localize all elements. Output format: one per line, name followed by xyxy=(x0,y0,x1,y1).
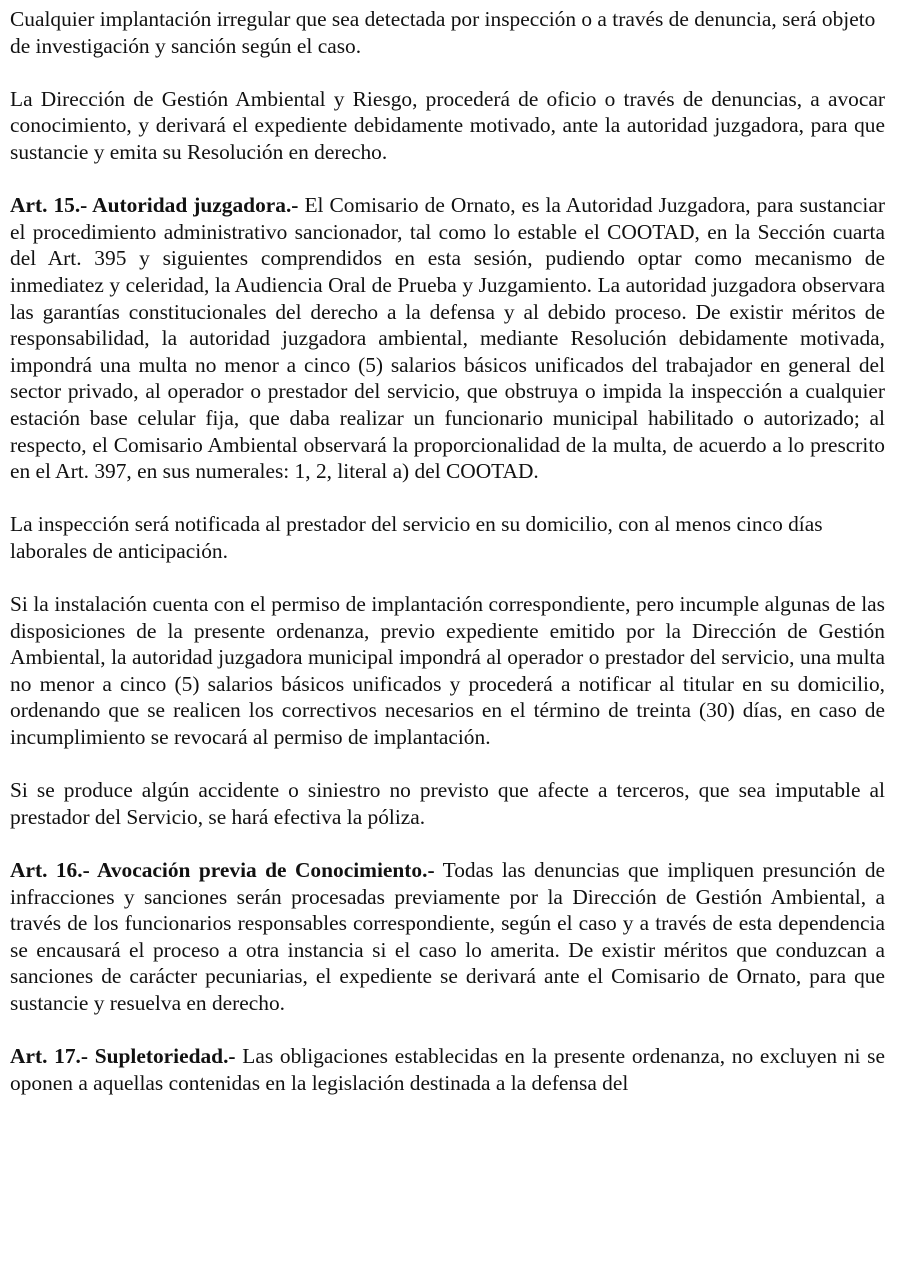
paragraph-environmental-direction xyxy=(10,86,885,166)
article-15 xyxy=(10,192,885,485)
article-text: El Comisario de Ornato, es la Autoridad Juzgadora, para sustanciar el procedimiento administrativo sancionador, tal como lo estable el COOTAD, en la Sección cuarta del Art. 395 y siguientes comprendidos en esta sesión, pudiendo optar como mecanismo de inmediatez y celeridad, la Audiencia Oral de Prueba y Juzgamiento. La autoridad juzgadora observara las garantías constitucionales del derecho a la defensa y al debido proceso. De existir méritos de responsabilidad, la autoridad juzgadora ambiental, mediante Resolución debidamente motivada, impondrá una multa no menor a cinco (5) salarios básicos unificados del trabajador en general del sector privado, al operador o prestador del servicio, que obstruya o impida la inspección a cualquier estación base celular fija, que daba realizar un funcionario municipal habilitado o autorizado; al respecto, el Comisario Ambiental observará la proporcionalidad de la multa, de acuerdo a lo prescrito en el Art. 397, en sus numerales: 1, 2, literal a) del COOTAD. xyxy=(10,193,885,484)
article-text: Todas las denuncias que impliquen presunción de infracciones y sanciones serán procesadas previamente por la Dirección de Gestión Ambiental, a través de los funcionarios responsables correspondiente, según el caso y a través de esta dependencia se encausará el proceso a otra instancia si el caso lo amerita. De existir méritos que conduzcan a sanciones de carácter pecuniarias, el expediente se derivará ante el Comisario de Ornato, para que sustancie y resuelva en derecho. xyxy=(10,858,886,1015)
paragraph-text: Si la instalación cuenta con el permiso de implantación correspondiente, pero incumple algunas de las disposiciones de la presente ordenanza, previo expediente emitido por la Dirección de Gestión Ambiental, la autoridad juzgadora municipal impondrá al operador o prestador del servicio, una multa no menor a cinco (5) salarios básicos unificados y procederá a notificar al titular en su domicilio, ordenando que se realicen los correctivos necesarios en el término de treinta (30) días, en caso de incumplimiento se revocará al permiso de implantación. xyxy=(10,592,885,750)
paragraph-text: La inspección será notificada al prestador del servicio en su domicilio, con al menos cinco días laborales de anticipación. xyxy=(10,512,823,563)
article-heading: Art. 17.- Supletoriedad.- xyxy=(10,1044,236,1069)
article-heading: Art. 16.- Avocación previa de Conocimiento.- xyxy=(10,858,435,882)
paragraph-text: Si se produce algún accidente o siniestro no previsto que afecte a terceros, que sea imputable al prestador del Servicio, se hará efectiva la póliza. xyxy=(10,778,885,829)
article-heading: Art. 15.- Autoridad juzgadora.- xyxy=(10,193,299,218)
article-text: Las obligaciones establecidas en la presente ordenanza, no excluyen ni se oponen a aquellas contenidas en la legislación destinada a la defensa del xyxy=(10,1044,885,1095)
paragraph-text: Cualquier implantación irregular que sea detectada por inspección o a través de denuncia, será objeto de investigación y sanción según el caso. xyxy=(10,7,876,58)
paragraph-irregular-implantation xyxy=(10,6,885,59)
article-17 xyxy=(10,1043,885,1096)
article-16 xyxy=(10,857,885,1017)
paragraph-inspection-notice xyxy=(10,511,885,564)
paragraph-accident-policy xyxy=(10,777,885,830)
paragraph-text: La Dirección de Gestión Ambiental y Riesgo, procederá de oficio o través de denuncias, a avocar conocimiento, y derivará el expediente debidamente motivado, ante la autoridad juzgadora, para que sustancie y emita su Resolución en derecho. xyxy=(10,86,885,164)
paragraph-permit-noncompliance xyxy=(10,591,885,751)
